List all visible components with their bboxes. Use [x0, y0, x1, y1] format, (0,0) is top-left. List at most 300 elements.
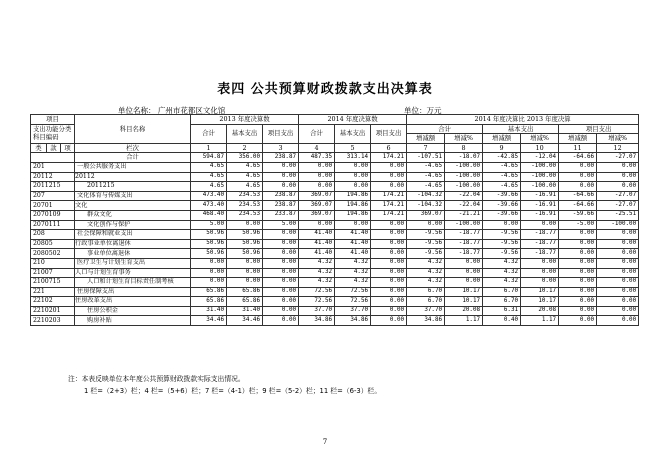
- row-value: -4.65: [483, 162, 521, 172]
- header-lei: 类: [31, 143, 47, 153]
- row-value: -59.66: [559, 210, 597, 220]
- row-value: -4.65: [407, 172, 445, 182]
- row-value: 4.32: [483, 278, 521, 288]
- row-code: 208: [31, 230, 75, 240]
- row-value: -18.77: [445, 239, 483, 249]
- row-value: 1.17: [521, 316, 559, 326]
- table-row: [31, 210, 639, 220]
- row-value: 0.00: [227, 268, 263, 278]
- row-code: 210: [31, 258, 75, 268]
- row-value: 0.00: [371, 162, 407, 172]
- col-index: 1: [191, 143, 227, 153]
- row-value: -18.77: [521, 230, 559, 240]
- header-2014-project: 项目支出: [371, 124, 407, 143]
- row-value: -18.77: [521, 239, 559, 249]
- budget-table: [30, 114, 639, 326]
- header-inc-amt: 增减额: [483, 134, 521, 144]
- row-value: -4.65: [483, 172, 521, 182]
- row-value: 0.00: [559, 258, 597, 268]
- unit-money: 单位：万元: [404, 106, 442, 115]
- row-value: 72.56: [299, 287, 335, 297]
- header-lanci: 栏次: [75, 143, 191, 153]
- row-value: 65.86: [191, 287, 227, 297]
- table-row: [31, 287, 639, 297]
- row-value: 0.00: [263, 249, 299, 259]
- row-value: -100.00: [445, 162, 483, 172]
- table-row: [31, 268, 639, 278]
- row-value: 72.56: [299, 297, 335, 307]
- header-kuan: 款: [47, 143, 61, 153]
- unit-name: 单位名称： 广州市花都区文化馆: [118, 106, 226, 115]
- header-2014: 2014 年度决算数: [299, 115, 407, 125]
- row-value: 0.00: [335, 172, 371, 182]
- row-name: 一般公共服务支出: [75, 162, 191, 172]
- col-index: 5: [335, 143, 371, 153]
- row-value: 5.00: [191, 220, 227, 230]
- row-name: 购房补贴: [75, 316, 191, 326]
- row-value: 0.00: [597, 182, 639, 192]
- row-value: 234.53: [227, 201, 263, 211]
- table-note: 注：本表反映单位本年度公共预算财政拨款实际支出情况。: [68, 375, 245, 383]
- row-value: -107.51: [407, 153, 445, 163]
- row-value: 473.40: [191, 191, 227, 201]
- row-value: 31.40: [227, 306, 263, 316]
- header-inc-amt: 增减额: [407, 134, 445, 144]
- row-value: 34.46: [191, 316, 227, 326]
- row-value: -4.65: [407, 182, 445, 192]
- row-value: -100.00: [521, 162, 559, 172]
- table-row: [31, 201, 639, 211]
- row-value: 174.21: [371, 153, 407, 163]
- row-value: -64.66: [559, 201, 597, 211]
- row-value: 5.00: [263, 220, 299, 230]
- header-subject-code: 支出功能分类科目编码: [31, 124, 75, 143]
- row-value: 0.00: [371, 316, 407, 326]
- col-index: 8: [445, 143, 483, 153]
- row-value: -9.56: [407, 249, 445, 259]
- row-value: 6.70: [407, 287, 445, 297]
- row-value: 468.40: [191, 210, 227, 220]
- row-code: 2210203: [31, 316, 75, 326]
- row-value: 0.00: [299, 182, 335, 192]
- row-name: 人口与计划生育事务: [75, 268, 191, 278]
- row-value: 37.70: [407, 306, 445, 316]
- row-value: 313.14: [335, 153, 371, 163]
- table-title: 表四 公共预算财政拨款支出决算表: [217, 82, 433, 97]
- row-value: 0.00: [335, 220, 371, 230]
- row-value: 4.65: [227, 162, 263, 172]
- row-value: 356.00: [227, 153, 263, 163]
- row-name: 文化体育与传媒支出: [75, 191, 191, 201]
- row-value: -4.65: [483, 182, 521, 192]
- row-value: 194.86: [335, 201, 371, 211]
- row-value: 0.00: [371, 239, 407, 249]
- col-index: 6: [371, 143, 407, 153]
- row-value: 0.00: [445, 268, 483, 278]
- row-value: 0.00: [559, 239, 597, 249]
- row-value: 0.00: [335, 162, 371, 172]
- row-value: 0.00: [597, 172, 639, 182]
- row-value: -16.91: [521, 191, 559, 201]
- row-value: 4.32: [335, 258, 371, 268]
- row-value: 4.32: [483, 268, 521, 278]
- row-value: 369.07: [407, 210, 445, 220]
- row-value: 4.65: [191, 172, 227, 182]
- row-value: -16.91: [521, 201, 559, 211]
- col-index: 3: [263, 143, 299, 153]
- row-value: 0.00: [263, 258, 299, 268]
- row-value: -18.77: [445, 249, 483, 259]
- row-value: 0.00: [263, 297, 299, 307]
- row-value: 4.65: [191, 162, 227, 172]
- row-value: 6.70: [407, 297, 445, 307]
- row-value: 369.07: [299, 210, 335, 220]
- row-name: 2011215: [75, 182, 191, 192]
- row-value: 50.96: [191, 239, 227, 249]
- row-value: 10.17: [521, 297, 559, 307]
- row-value: 0.00: [521, 220, 559, 230]
- header-cmp-total: 合计: [407, 124, 483, 134]
- row-value: 34.86: [407, 316, 445, 326]
- row-value: 369.07: [299, 191, 335, 201]
- row-name: 20112: [75, 172, 191, 182]
- header-compare: 2014 年度决算比 2013 年度决算: [407, 115, 639, 125]
- row-value: 0.00: [371, 182, 407, 192]
- row-value: -100.00: [445, 172, 483, 182]
- row-value: 487.35: [299, 153, 335, 163]
- row-code: 20701: [31, 201, 75, 211]
- row-value: 20.08: [445, 306, 483, 316]
- row-value: 0.00: [559, 316, 597, 326]
- row-code: 2080502: [31, 249, 75, 259]
- row-value: 34.86: [299, 316, 335, 326]
- row-value: -25.51: [597, 210, 639, 220]
- row-value: 0.00: [521, 258, 559, 268]
- row-code: 2070109: [31, 210, 75, 220]
- col-index: 7: [407, 143, 445, 153]
- row-value: 0.00: [597, 297, 639, 307]
- row-value: 238.87: [263, 191, 299, 201]
- row-value: 0.00: [371, 268, 407, 278]
- row-value: 0.00: [597, 306, 639, 316]
- row-value: 0.00: [299, 162, 335, 172]
- row-code: 2011215: [31, 182, 75, 192]
- row-value: -100.00: [445, 182, 483, 192]
- row-value: -22.04: [445, 191, 483, 201]
- row-value: 0.00: [559, 268, 597, 278]
- row-code: 21007: [31, 268, 75, 278]
- row-value: 4.65: [227, 172, 263, 182]
- table-row: [31, 297, 639, 307]
- row-value: 6.31: [483, 306, 521, 316]
- row-value: 41.40: [335, 239, 371, 249]
- row-value: 0.00: [521, 278, 559, 288]
- row-value: 0.00: [263, 162, 299, 172]
- row-value: 50.96: [227, 239, 263, 249]
- table-formula-note: 1 栏=（2+3）栏；4 栏=（5+6）栏；7 栏=（4-1）栏；9 栏=（5-2）栏；11 栏=（6-3）栏。: [84, 387, 382, 395]
- row-value: 194.86: [335, 210, 371, 220]
- row-value: 65.86: [191, 297, 227, 307]
- row-value: 0.00: [371, 287, 407, 297]
- table-row: [31, 153, 639, 163]
- row-value: 0.00: [263, 287, 299, 297]
- row-value: 34.46: [227, 316, 263, 326]
- header-subject-name: 科目名称: [75, 115, 191, 144]
- row-name: 医疗卫生与计划生育支出: [75, 258, 191, 268]
- row-value: 0.00: [559, 278, 597, 288]
- row-value: 0.00: [371, 230, 407, 240]
- col-index: 10: [521, 143, 559, 153]
- row-value: 20.08: [521, 306, 559, 316]
- row-value: 0.00: [597, 258, 639, 268]
- row-value: 0.00: [559, 287, 597, 297]
- col-index: 2: [227, 143, 263, 153]
- row-value: 0.00: [559, 297, 597, 307]
- row-code: 2070111: [31, 220, 75, 230]
- table-row: [31, 258, 639, 268]
- row-value: 0.00: [371, 297, 407, 307]
- row-value: 10.17: [445, 297, 483, 307]
- header-project: 项目: [31, 115, 75, 125]
- row-value: 4.32: [483, 258, 521, 268]
- header-inc-pct: 增减%: [597, 134, 639, 144]
- row-value: 0.00: [263, 278, 299, 288]
- row-name: 文化创作与保护: [75, 220, 191, 230]
- row-value: 0.00: [299, 172, 335, 182]
- row-value: -100.00: [521, 172, 559, 182]
- row-value: -27.07: [597, 153, 639, 163]
- table-body: [31, 153, 639, 326]
- row-value: 50.96: [227, 230, 263, 240]
- row-value: 234.53: [227, 191, 263, 201]
- row-value: 0.00: [227, 278, 263, 288]
- row-value: 10.17: [521, 287, 559, 297]
- row-code: 22102: [31, 297, 75, 307]
- row-value: -39.66: [483, 191, 521, 201]
- row-code: 2210201: [31, 306, 75, 316]
- row-value: -9.56: [483, 239, 521, 249]
- page-number: 7: [322, 438, 328, 446]
- row-value: 72.56: [335, 287, 371, 297]
- col-index: 4: [299, 143, 335, 153]
- row-value: 4.32: [299, 268, 335, 278]
- table-row: [31, 316, 639, 326]
- header-2013-project: 项目支出: [263, 124, 299, 143]
- row-value: -18.77: [521, 249, 559, 259]
- row-value: 0.00: [597, 278, 639, 288]
- row-value: 0.00: [371, 258, 407, 268]
- header-inc-pct: 增减%: [445, 134, 483, 144]
- table-row: [31, 230, 639, 240]
- row-value: 0.00: [445, 278, 483, 288]
- row-value: 0.00: [559, 230, 597, 240]
- row-value: 0.00: [597, 230, 639, 240]
- row-value: 0.00: [597, 162, 639, 172]
- row-value: 0.00: [559, 172, 597, 182]
- row-name: 群众文化: [75, 210, 191, 220]
- row-value: 4.32: [335, 268, 371, 278]
- row-value: 0.00: [597, 239, 639, 249]
- row-value: 0.00: [263, 316, 299, 326]
- row-value: 41.40: [335, 249, 371, 259]
- row-value: 0.00: [371, 220, 407, 230]
- row-value: 0.00: [371, 172, 407, 182]
- row-value: 0.00: [263, 268, 299, 278]
- col-index: 12: [597, 143, 639, 153]
- row-value: 65.86: [227, 297, 263, 307]
- row-value: 0.00: [371, 306, 407, 316]
- row-value: 174.21: [371, 201, 407, 211]
- row-value: 41.40: [299, 249, 335, 259]
- row-value: 0.00: [445, 258, 483, 268]
- row-value: 0.00: [559, 162, 597, 172]
- row-value: -64.66: [559, 191, 597, 201]
- row-value: 0.00: [521, 268, 559, 278]
- table-row: [31, 249, 639, 259]
- header-xiang: 项: [61, 143, 75, 153]
- row-value: 1.17: [445, 316, 483, 326]
- header-cmp-project: 项目支出: [559, 124, 639, 134]
- row-value: -16.91: [521, 210, 559, 220]
- row-code: 221: [31, 287, 75, 297]
- row-value: 4.32: [407, 268, 445, 278]
- row-value: -100.00: [445, 220, 483, 230]
- row-value: 50.96: [191, 230, 227, 240]
- row-value: 0.00: [299, 220, 335, 230]
- row-name: 行政事业单位离退休: [75, 239, 191, 249]
- table-row: [31, 239, 639, 249]
- row-name: 住房保障支出: [75, 287, 191, 297]
- row-code: [31, 153, 75, 163]
- row-value: -9.56: [483, 230, 521, 240]
- row-value: 41.40: [299, 239, 335, 249]
- row-value: 473.40: [191, 201, 227, 211]
- row-code: 20805: [31, 239, 75, 249]
- row-value: 369.07: [299, 201, 335, 211]
- row-value: 0.00: [597, 316, 639, 326]
- row-value: 37.70: [299, 306, 335, 316]
- row-code: 201: [31, 162, 75, 172]
- row-value: 4.65: [191, 182, 227, 192]
- row-code: 20112: [31, 172, 75, 182]
- row-value: -9.56: [407, 230, 445, 240]
- row-value: -18.77: [445, 230, 483, 240]
- row-value: -100.00: [597, 220, 639, 230]
- header-2013-total: 合计: [191, 124, 227, 143]
- row-value: 0.00: [597, 249, 639, 259]
- row-value: 72.56: [335, 297, 371, 307]
- table-row: [31, 220, 639, 230]
- row-value: 0.00: [597, 287, 639, 297]
- row-value: -9.56: [483, 249, 521, 259]
- row-value: 0.00: [263, 172, 299, 182]
- row-value: 233.87: [263, 210, 299, 220]
- row-value: 0.00: [191, 268, 227, 278]
- row-name: 住房公积金: [75, 306, 191, 316]
- row-value: 0.00: [559, 249, 597, 259]
- row-name: 社会保障和就业支出: [75, 230, 191, 240]
- row-value: 0.00: [483, 220, 521, 230]
- table-row: [31, 278, 639, 288]
- col-index: 11: [559, 143, 597, 153]
- row-value: 4.32: [299, 258, 335, 268]
- row-value: -64.66: [559, 153, 597, 163]
- row-value: 0.00: [407, 220, 445, 230]
- col-index: 9: [483, 143, 521, 153]
- row-code: 207: [31, 191, 75, 201]
- row-value: -4.65: [407, 162, 445, 172]
- table-row: [31, 172, 639, 182]
- table-row: [31, 191, 639, 201]
- row-value: -9.56: [407, 239, 445, 249]
- row-value: 0.00: [263, 306, 299, 316]
- row-value: 594.87: [191, 153, 227, 163]
- row-value: 41.40: [299, 230, 335, 240]
- row-value: 0.00: [371, 278, 407, 288]
- row-value: -42.85: [483, 153, 521, 163]
- row-value: 0.00: [335, 182, 371, 192]
- row-value: 0.00: [263, 182, 299, 192]
- header-2014-total: 合计: [299, 124, 335, 143]
- row-value: 6.70: [483, 297, 521, 307]
- row-value: -5.00: [559, 220, 597, 230]
- row-name: 住房改革支出: [75, 297, 191, 307]
- row-value: 234.53: [227, 210, 263, 220]
- row-value: 6.70: [483, 287, 521, 297]
- row-value: 37.70: [335, 306, 371, 316]
- row-value: 4.32: [407, 278, 445, 288]
- row-value: 4.32: [299, 278, 335, 288]
- row-name: 合计: [75, 153, 191, 163]
- row-value: 4.65: [227, 182, 263, 192]
- row-value: 174.21: [371, 191, 407, 201]
- row-value: -27.07: [597, 191, 639, 201]
- row-value: -104.32: [407, 201, 445, 211]
- row-code: 2100715: [31, 278, 75, 288]
- row-value: 238.87: [263, 201, 299, 211]
- header-2013-basic: 基本支出: [227, 124, 263, 143]
- row-value: 0.00: [559, 306, 597, 316]
- header-cmp-basic: 基本支出: [483, 124, 559, 134]
- row-value: -12.04: [521, 153, 559, 163]
- row-name: 人口和计划生育目标责任制考核: [75, 278, 191, 288]
- row-value: 194.86: [335, 191, 371, 201]
- row-value: 0.00: [191, 258, 227, 268]
- row-value: -27.07: [597, 201, 639, 211]
- row-value: 0.00: [227, 220, 263, 230]
- row-value: 4.32: [335, 278, 371, 288]
- row-value: 10.17: [445, 287, 483, 297]
- row-value: 174.21: [371, 210, 407, 220]
- row-value: -39.66: [483, 201, 521, 211]
- row-value: -18.07: [445, 153, 483, 163]
- row-value: 0.00: [191, 278, 227, 288]
- row-value: 65.86: [227, 287, 263, 297]
- row-value: 0.00: [597, 268, 639, 278]
- row-value: 50.96: [191, 249, 227, 259]
- header-inc-amt: 增减额: [559, 134, 597, 144]
- header-2013: 2013 年度决算数: [191, 115, 299, 125]
- row-value: 41.40: [335, 230, 371, 240]
- header-2014-basic: 基本支出: [335, 124, 371, 143]
- row-value: 0.00: [227, 258, 263, 268]
- row-value: 50.96: [227, 249, 263, 259]
- row-value: 31.40: [191, 306, 227, 316]
- row-value: 0.00: [263, 230, 299, 240]
- row-value: 238.87: [263, 153, 299, 163]
- row-value: -21.21: [445, 210, 483, 220]
- row-value: -39.66: [483, 210, 521, 220]
